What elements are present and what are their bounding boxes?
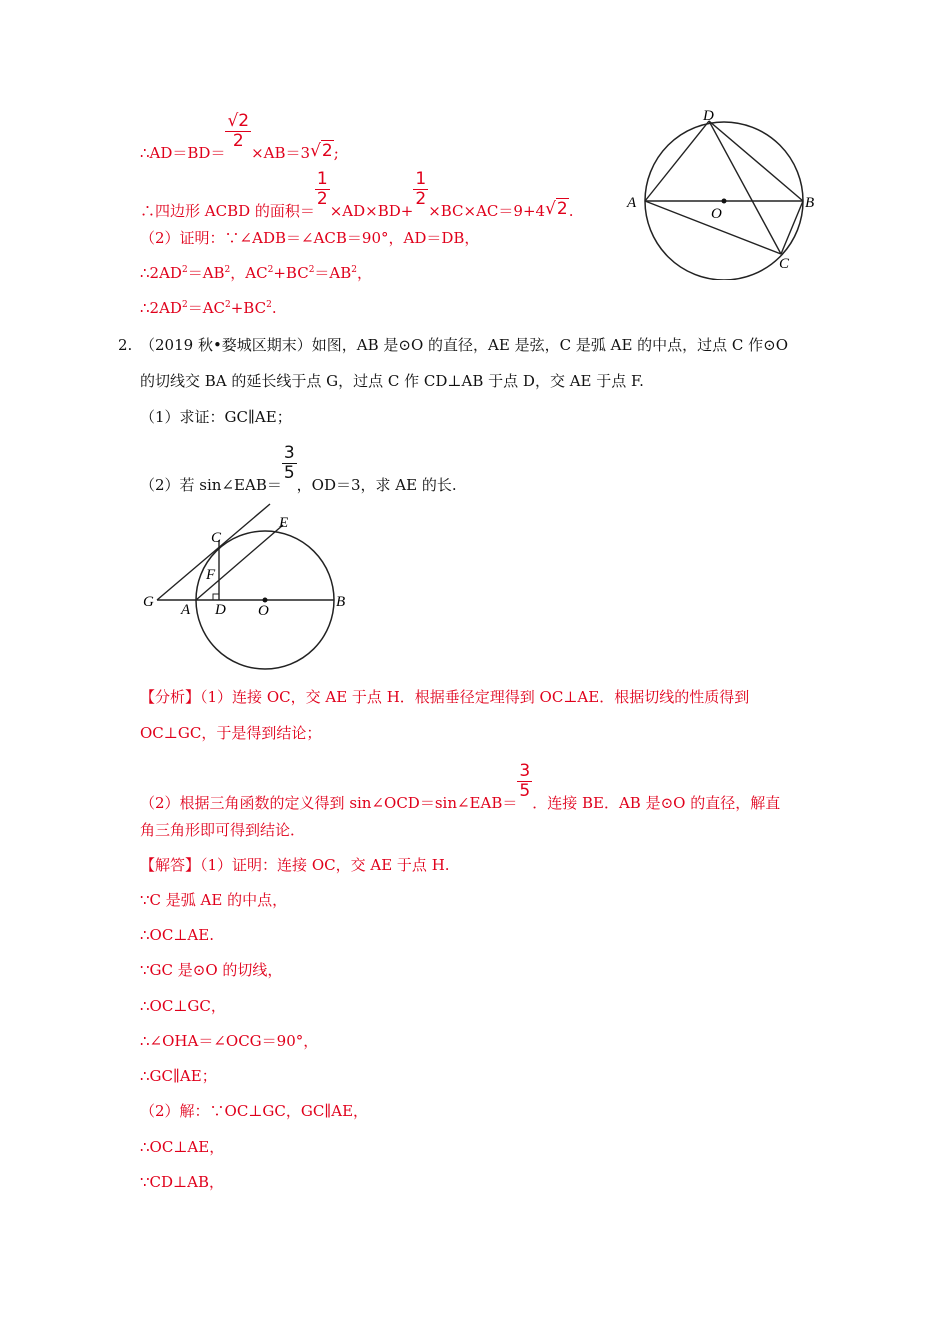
fraction-three-fifths [282, 444, 297, 483]
answer-step: ∴OC⊥AE， [140, 1138, 225, 1156]
text-segment: ．连接 BE．AB 是⊙O 的直径，解直 [532, 793, 781, 812]
fraction-denominator: 2 [232, 131, 244, 151]
problem-2-question1: （1）求证：GC∥AE； [140, 408, 292, 426]
analysis-line4: 角三角形即可得到结论． [140, 821, 306, 839]
text-segment: ×AD×BD+ [329, 201, 414, 220]
solution-line-conclusion [140, 298, 277, 318]
text-segment: （2）若 sin∠EAB＝ [140, 475, 282, 494]
center-point-o [263, 598, 268, 603]
fraction-one-half [315, 170, 330, 209]
text-segment: ×BC×AC＝9+4 [428, 201, 546, 220]
problem-2-line2: 的切线交 BA 的延长线于点 G，过点 C 作 CD⊥AB 于点 D，交 AE 于点 F. [140, 372, 644, 390]
segment-ad [645, 121, 709, 201]
analysis-line2: OC⊥GC，于是得到结论； [140, 724, 322, 742]
answer-step: ∴OC⊥AE. [140, 926, 214, 944]
text-segment: ∴2AD [140, 264, 182, 282]
text-segment: ，AC [230, 264, 268, 282]
superscript: 2 [267, 265, 274, 275]
segment-bc [781, 201, 803, 254]
solution-line-proof2: （2）证明：∵∠ADB＝∠ACB＝90°，AD＝DB， [140, 229, 480, 247]
label-o: O [711, 206, 722, 222]
text-segment: ， [357, 264, 373, 282]
segment-dc [709, 121, 781, 254]
solution-line-squares [140, 263, 372, 283]
fraction-one-half [413, 170, 428, 209]
solution-line-ad-bd [140, 108, 339, 162]
superscript: 2 [224, 265, 231, 275]
text-segment: . [568, 201, 574, 220]
answer-step: ∴OC⊥GC， [140, 997, 226, 1015]
fraction-numerator: 3 [519, 761, 531, 781]
problem-2-question2 [140, 440, 457, 494]
text-segment: +BC [230, 299, 267, 317]
problem-2-number: 2. [118, 336, 133, 354]
text-segment: （1）连接 OC，交 AE 于点 H．根据垂径定理得到 OC⊥AE．根据切线的性质得到 [200, 688, 750, 706]
text-segment: （1）证明：连接 OC，交 AE 于点 H. [200, 856, 450, 874]
segment-db [709, 121, 803, 201]
sqrt-radicand: 2 [556, 198, 568, 219]
figure-circle-tangent [140, 500, 370, 680]
label-e: E [279, 515, 289, 531]
superscript: 2 [181, 300, 188, 310]
fraction-three-fifths [517, 762, 532, 801]
superscript: 2 [181, 265, 188, 275]
fraction-denominator: 5 [283, 463, 295, 483]
text-segment: ＝AB [187, 264, 225, 282]
analysis-line3 [140, 758, 781, 812]
label-g: G [143, 594, 154, 610]
label-a: A [627, 195, 637, 211]
label-d: D [215, 602, 226, 618]
label-o: O [258, 603, 269, 619]
label-c: C [779, 256, 790, 272]
sqrt-expression: √2 [310, 140, 333, 161]
text-segment: ∴2AD [140, 299, 182, 317]
answer-line1 [140, 855, 450, 875]
fraction-numerator: 1 [316, 169, 328, 189]
text-segment: . [271, 299, 277, 317]
answer-step: ∴GC∥AE； [140, 1067, 217, 1085]
label-b: B [805, 195, 815, 211]
problem-2-line1: （2019 秋•婺城区期末）如图，AB 是⊙O 的直径，AE 是弦，C 是弧 AE 的中点，过点 C 作⊙O [140, 336, 789, 354]
sqrt-radicand: 2 [321, 140, 333, 161]
fraction-sqrt2-over-2 [225, 112, 251, 151]
fraction-numerator: √2 [227, 111, 250, 131]
fraction-numerator: 1 [415, 169, 427, 189]
text-segment: ∴四边形 ACBD 的面积＝ [140, 201, 315, 220]
superscript: 2 [266, 300, 272, 310]
answer-tag: 【解答】 [140, 856, 201, 874]
answer-step: ∵GC 是⊙O 的切线， [140, 961, 283, 979]
text-segment: ＝AC [187, 299, 225, 317]
right-angle-mark [213, 594, 219, 600]
text-segment: ，OD＝3，求 AE 的长. [296, 475, 457, 494]
text-segment: （2）根据三角函数的定义得到 sin∠OCD＝sin∠EAB＝ [140, 793, 518, 812]
text-segment: ∴AD＝BD＝ [140, 143, 226, 162]
fraction-denominator: 2 [316, 189, 328, 209]
answer-step: ∵CD⊥AB， [140, 1173, 225, 1191]
label-d: D [703, 108, 714, 124]
analysis-tag: 【分析】 [140, 688, 201, 706]
fraction-numerator: 3 [283, 443, 295, 463]
superscript: 2 [308, 265, 315, 275]
answer-step: ∴∠OHA＝∠OCG＝90°， [140, 1032, 319, 1050]
solution-line-area [140, 168, 574, 218]
answer-step: ∵C 是弧 AE 的中点， [140, 891, 288, 909]
label-f: F [206, 567, 216, 583]
answer-step: （2）解：∵OC⊥GC，GC∥AE， [140, 1102, 369, 1120]
analysis-line1 [140, 687, 749, 707]
text-segment: ; [333, 143, 339, 162]
label-a: A [181, 602, 191, 618]
fraction-denominator: 2 [415, 189, 427, 209]
superscript: 2 [225, 300, 231, 310]
label-c: C [211, 530, 222, 546]
superscript: 2 [351, 265, 358, 275]
text-segment: ×AB＝3 [251, 143, 311, 162]
sqrt-expression: √2 [545, 198, 568, 219]
fraction-denominator: 5 [519, 781, 531, 801]
text-segment: ＝AB [314, 264, 352, 282]
text-segment: +BC [273, 264, 309, 282]
center-point-o [722, 199, 727, 204]
label-b: B [336, 594, 346, 610]
figure-circle-quadrilateral [620, 100, 830, 280]
